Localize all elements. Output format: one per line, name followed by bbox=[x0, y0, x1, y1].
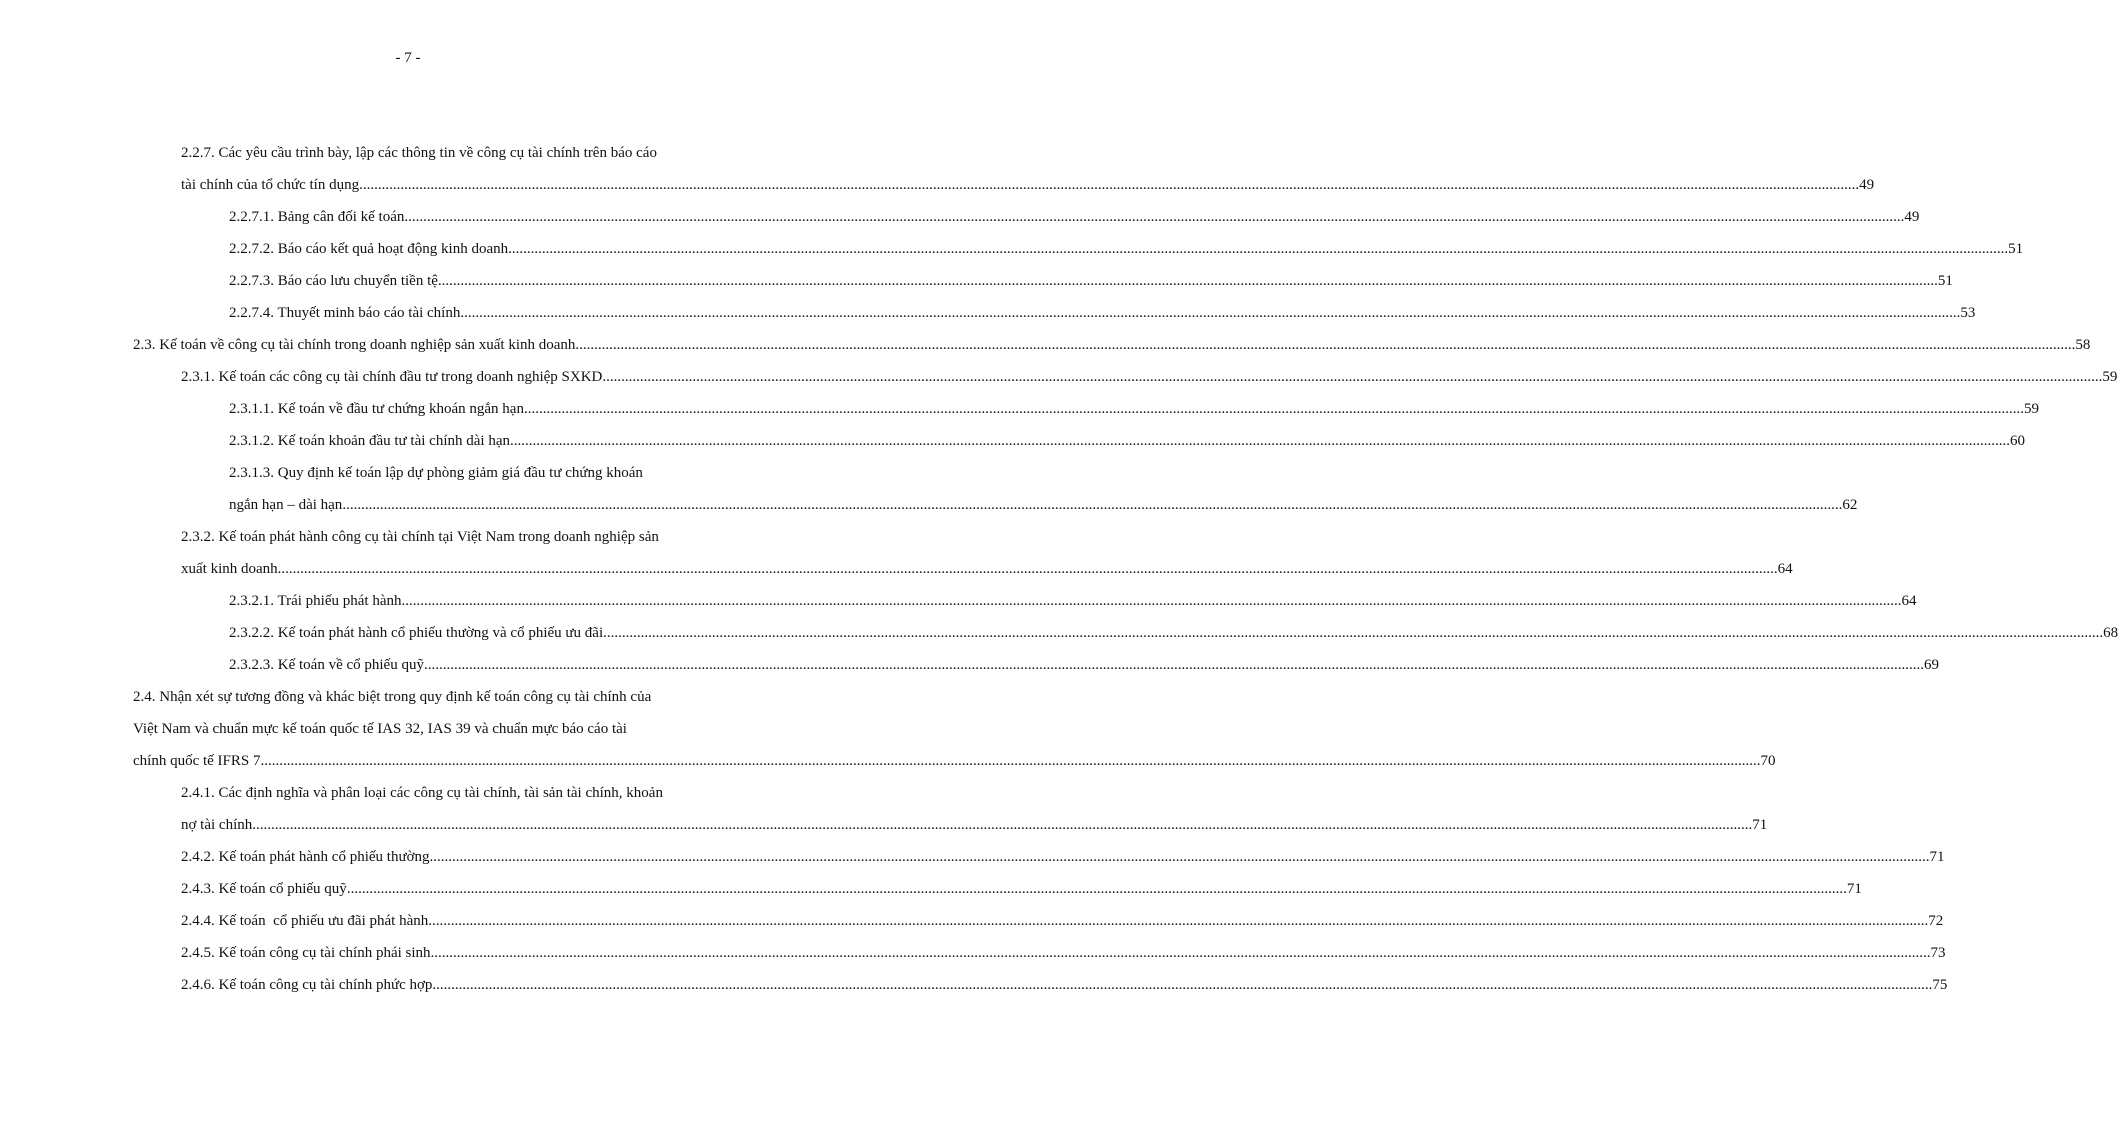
toc-entry-2-2-7[interactable] bbox=[181, 137, 1875, 201]
toc-entry-title: 2.2.7.4. Thuyết minh báo cáo tài chính bbox=[229, 305, 461, 321]
toc-leader-dots: ................................................................................................................................................................................................................................................................................................................................................................................................................ bbox=[429, 849, 1930, 865]
toc-leader-dots: ................................................................................................................................................................................................................................................................................................................................................................................................................ bbox=[428, 913, 1929, 929]
toc-page-number: 51 bbox=[2008, 241, 2024, 257]
toc-page-number: 64 bbox=[1901, 593, 1917, 609]
toc-leader-dots: ................................................................................................................................................................................................................................................................................................................................................................................................................ bbox=[575, 337, 2076, 353]
toc-entry-text: 2.4. Nhận xét sự tương đồng và khác biệt trong quy định kế toán công cụ tài chính của bbox=[133, 689, 652, 705]
toc-entry-2-2-7-1[interactable] bbox=[229, 201, 1920, 233]
toc-page-number: 60 bbox=[2009, 433, 2025, 449]
toc-entry-2-3-2[interactable] bbox=[181, 521, 1793, 585]
table-of-contents bbox=[0, 137, 2118, 1001]
toc-entry-2-2-7-3[interactable] bbox=[229, 265, 1953, 297]
toc-entry-title: tài chính của tổ chức tín dụng bbox=[181, 177, 360, 193]
toc-entry-title: 2.4.6. Kế toán công cụ tài chính phức hợp bbox=[181, 977, 433, 993]
toc-page-number: 51 bbox=[1937, 273, 1953, 289]
toc-entry-2-3-2-3[interactable] bbox=[229, 649, 1939, 681]
toc-leader-dots: ................................................................................................................................................................................................................................................................................................................................................................................................................ bbox=[423, 657, 1924, 673]
toc-entry-title: 2.3.1.1. Kế toán về đầu tư chứng khoán ngắn hạn bbox=[229, 401, 524, 417]
toc-page-number: 70 bbox=[1760, 753, 1776, 769]
toc-page-number: 72 bbox=[1928, 913, 1944, 929]
toc-entry-title: 2.2.7.3. Báo cáo lưu chuyển tiền tệ bbox=[229, 273, 438, 289]
toc-page-number: 64 bbox=[1777, 561, 1793, 577]
toc-entry-title: 2.4.4. Kế toán cổ phiếu ưu đãi phát hành bbox=[181, 913, 429, 929]
toc-entry-text: 2.4.1. Các định nghĩa và phân loại các công cụ tài chính, tài sản tài chính, khoản bbox=[181, 785, 663, 801]
toc-entry-title: ngắn hạn – dài hạn bbox=[229, 497, 343, 513]
toc-leader-dots: ................................................................................................................................................................................................................................................................................................................................................................................................................ bbox=[523, 401, 2024, 417]
toc-leader-dots: ................................................................................................................................................................................................................................................................................................................................................................................................................ bbox=[509, 433, 2010, 449]
toc-page-number: 71 bbox=[1752, 817, 1768, 833]
toc-leader-dots: ................................................................................................................................................................................................................................................................................................................................................................................................................ bbox=[508, 241, 2009, 257]
toc-page-number: 53 bbox=[1960, 305, 1976, 321]
toc-page-number: 71 bbox=[1929, 849, 1945, 865]
toc-entry-2-3-2-2[interactable] bbox=[229, 617, 2118, 649]
toc-entry-title: 2.4.5. Kế toán công cụ tài chính phái sinh bbox=[181, 945, 431, 961]
toc-entry-title: 2.3.1. Kế toán các công cụ tài chính đầu tư trong doanh nghiệp SXKD bbox=[181, 369, 603, 385]
toc-page-number: 62 bbox=[1842, 497, 1858, 513]
toc-page-number: 73 bbox=[1930, 945, 1946, 961]
toc-entry-title: 2.2.7.1. Bảng cân đối kế toán bbox=[229, 209, 405, 225]
toc-leader-dots: ................................................................................................................................................................................................................................................................................................................................................................................................................ bbox=[603, 625, 2104, 641]
toc-entry-2-3-1-2[interactable] bbox=[229, 425, 2025, 457]
toc-entry-text: 2.2.7. Các yêu cầu trình bày, lập các thông tin về công cụ tài chính trên báo cáo bbox=[181, 145, 657, 161]
toc-entry-2-2-7-4[interactable] bbox=[229, 297, 1976, 329]
toc-entry-text: Việt Nam và chuẩn mực kế toán quốc tế IAS 32, IAS 39 và chuẩn mực báo cáo tài bbox=[133, 721, 627, 737]
toc-entry-title: nợ tài chính bbox=[181, 817, 253, 833]
toc-leader-dots: ................................................................................................................................................................................................................................................................................................................................................................................................................ bbox=[437, 273, 1938, 289]
toc-page-number: 69 bbox=[1923, 657, 1939, 673]
toc-entry-2-3-2-1[interactable] bbox=[229, 585, 1917, 617]
toc-entry-2-3[interactable] bbox=[133, 329, 2091, 361]
toc-leader-dots: ................................................................................................................................................................................................................................................................................................................................................................................................................ bbox=[346, 881, 1847, 897]
toc-entry-title: 2.4.3. Kế toán cổ phiếu quỹ bbox=[181, 881, 347, 897]
page-number: - 7 - bbox=[395, 50, 421, 66]
toc-entry-title: chính quốc tế IFRS 7 bbox=[133, 753, 261, 769]
toc-page-number: 75 bbox=[1932, 977, 1948, 993]
toc-entry-2-3-1[interactable] bbox=[181, 361, 2118, 393]
toc-leader-dots: ................................................................................................................................................................................................................................................................................................................................................................................................................ bbox=[277, 561, 1778, 577]
toc-leader-dots: ................................................................................................................................................................................................................................................................................................................................................................................................................ bbox=[602, 369, 2103, 385]
toc-leader-dots: ................................................................................................................................................................................................................................................................................................................................................................................................................ bbox=[430, 945, 1931, 961]
toc-page-number: 59 bbox=[2023, 401, 2039, 417]
toc-entry-2-2-7-2[interactable] bbox=[229, 233, 2024, 265]
toc-leader-dots: ................................................................................................................................................................................................................................................................................................................................................................................................................ bbox=[359, 177, 1860, 193]
toc-entry-2-4[interactable] bbox=[133, 681, 1776, 777]
toc-leader-dots: ................................................................................................................................................................................................................................................................................................................................................................................................................ bbox=[401, 593, 1902, 609]
toc-entry-2-3-1-3[interactable] bbox=[229, 457, 1858, 521]
toc-page-number: 58 bbox=[2075, 337, 2091, 353]
toc-entry-title: 2.3.2.1. Trái phiếu phát hành bbox=[229, 593, 402, 609]
toc-entry-2-4-1[interactable] bbox=[181, 777, 1768, 841]
toc-page-number: 59 bbox=[2102, 369, 2118, 385]
toc-page-number: 49 bbox=[1859, 177, 1875, 193]
toc-page-number: 71 bbox=[1846, 881, 1862, 897]
toc-leader-dots: ................................................................................................................................................................................................................................................................................................................................................................................................................ bbox=[260, 753, 1761, 769]
toc-leader-dots: ................................................................................................................................................................................................................................................................................................................................................................................................................ bbox=[404, 209, 1905, 225]
toc-page-number: 49 bbox=[1904, 209, 1920, 225]
toc-entry-2-4-2[interactable] bbox=[181, 841, 1945, 873]
toc-entry-title: xuất kinh doanh bbox=[181, 561, 278, 577]
toc-entry-title: 2.3.1.2. Kế toán khoản đầu tư tài chính dài hạn bbox=[229, 433, 510, 449]
toc-entry-2-4-5[interactable] bbox=[181, 937, 1946, 969]
toc-entry-title: 2.4.2. Kế toán phát hành cổ phiếu thường bbox=[181, 849, 430, 865]
toc-entry-text: 2.3.2. Kế toán phát hành công cụ tài chính tại Việt Nam trong doanh nghiệp sản bbox=[181, 529, 659, 545]
toc-entry-title: 2.3.2.2. Kế toán phát hành cổ phiếu thường và cổ phiếu ưu đãi bbox=[229, 625, 604, 641]
toc-leader-dots: ................................................................................................................................................................................................................................................................................................................................................................................................................ bbox=[252, 817, 1753, 833]
toc-entry-2-3-1-1[interactable] bbox=[229, 393, 2039, 425]
toc-entry-2-4-6[interactable] bbox=[181, 969, 1948, 1001]
toc-leader-dots: ................................................................................................................................................................................................................................................................................................................................................................................................................ bbox=[432, 977, 1933, 993]
toc-page-number: 68 bbox=[2103, 625, 2118, 641]
toc-leader-dots: ................................................................................................................................................................................................................................................................................................................................................................................................................ bbox=[460, 305, 1961, 321]
toc-entry-title: 2.2.7.2. Báo cáo kết quả hoạt động kinh doanh bbox=[229, 241, 509, 257]
toc-entry-text: 2.3.1.3. Quy định kế toán lập dự phòng giảm giá đầu tư chứng khoán bbox=[229, 465, 643, 481]
toc-entry-2-4-4[interactable] bbox=[181, 905, 1944, 937]
toc-entry-2-4-3[interactable] bbox=[181, 873, 1862, 905]
toc-leader-dots: ................................................................................................................................................................................................................................................................................................................................................................................................................ bbox=[342, 497, 1843, 513]
toc-entry-title: 2.3. Kế toán về công cụ tài chính trong doanh nghiệp sản xuất kinh doanh bbox=[133, 337, 576, 353]
toc-entry-title: 2.3.2.3. Kế toán về cổ phiếu quỹ bbox=[229, 657, 424, 673]
